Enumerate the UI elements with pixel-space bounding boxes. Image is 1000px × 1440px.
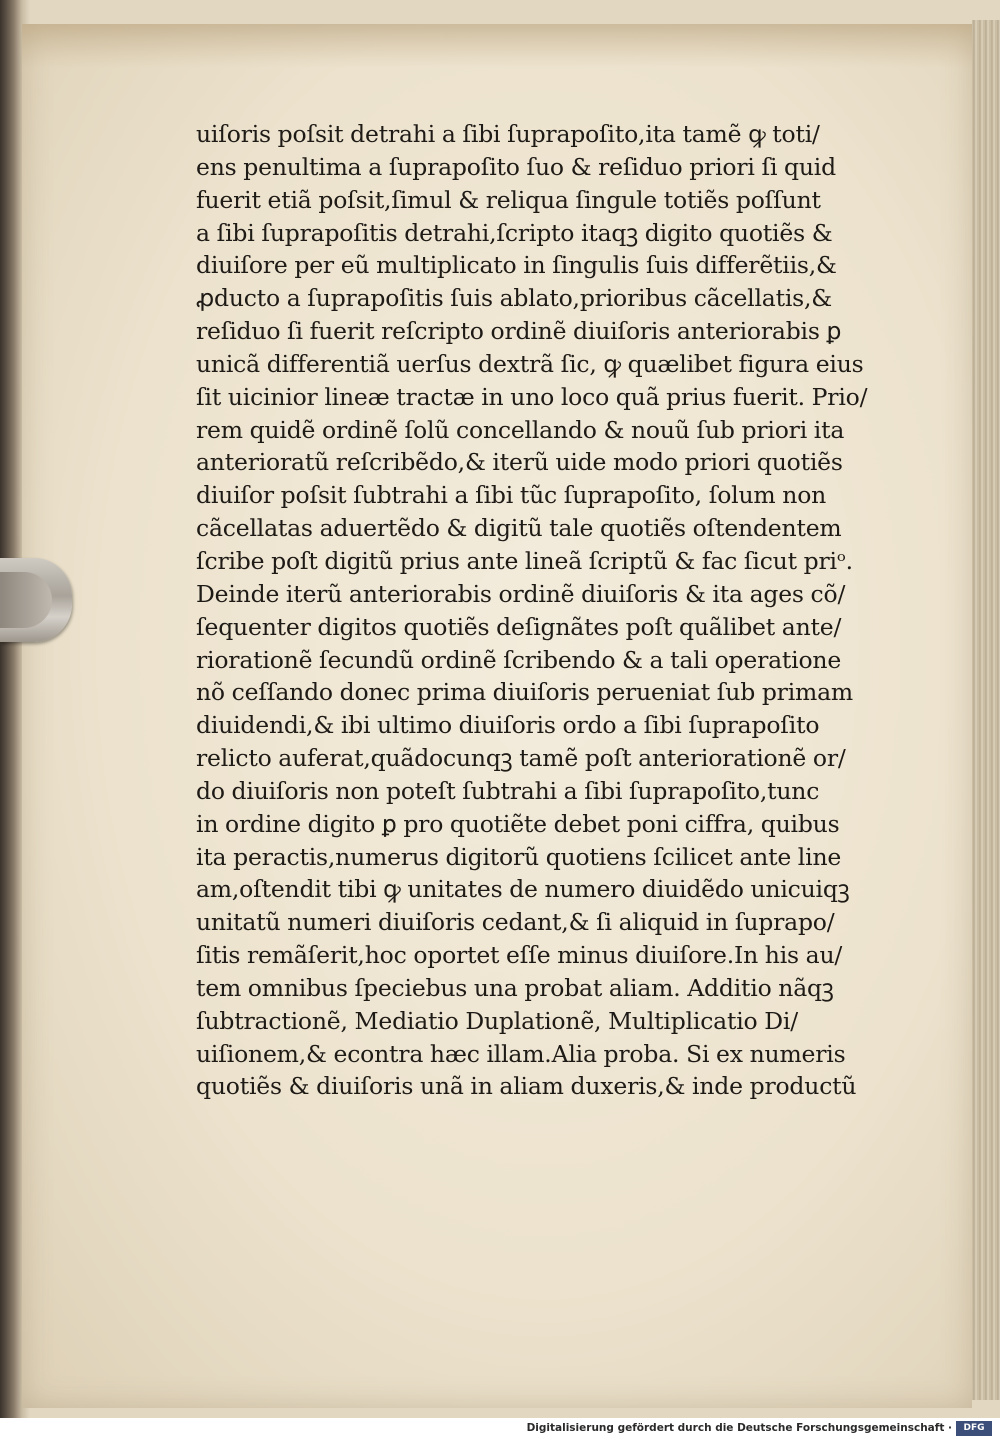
text-block	[196, 118, 916, 1103]
text-line: Deinde iterũ anteriorabis ordinẽ diuiſoris & ita ages cõ/	[196, 579, 846, 608]
text-line: ſitis remãſerit,hoc oportet eſſe minus diuiſore.In his au/	[196, 941, 843, 970]
text-line: unitatũ numeri diuiſoris cedant,& ſi aliquid in ſuprapo/	[196, 908, 835, 937]
text-line: do diuiſoris non poteſt ſubtrahi a ſibi ſuprapoſito,tunc	[196, 776, 820, 805]
text-line: ſcribe poſt digitũ prius ante lineã ſcriptũ & fac ſicut priᵒ.	[196, 546, 853, 575]
text-line: cãcellatas aduertẽdo & digitũ tale quotiẽs oſtendentem	[196, 514, 842, 543]
text-line: a ſibi ſuprapoſitis detrahi,ſcripto itaqꝫ digito quotiẽs &	[196, 218, 833, 247]
text-line: uiſionem,& econtra hæc illam.Alia proba. Si ex numeris	[196, 1039, 846, 1068]
text-line: ens penultima a ſuprapoſito ſuo & reſiduo priori ſi quid	[196, 152, 836, 181]
text-line: reſiduo ſi fuerit reſcripto ordinẽ diuiſoris anteriorabis ꝑ	[196, 317, 842, 346]
text-line: riorationẽ ſecundũ ordinẽ ſcribendo & a tali operatione	[196, 645, 842, 674]
text-line: diuiſore per eũ multiplicato in ſingulis ſuis differẽtiis,&	[196, 251, 837, 280]
text-line: anterioratũ reſcribẽdo,& iterũ uide modo priori quotiẽs	[196, 448, 843, 477]
text-line: ſit uicinior lineæ tractæ in uno loco quã prius fuerit. Prio/	[196, 382, 868, 411]
text-line: quotiẽs & diuiſoris unã in aliam duxeris,& inde productũ	[196, 1072, 857, 1101]
text-line: ſequenter digitos quotiẽs deſignãtes poſt quãlibet ante/	[196, 612, 842, 641]
digitization-footer	[0, 1418, 1000, 1440]
page-top-stain	[22, 24, 972, 68]
text-line: diuiſor poſsit ſubtrahi a ſibi tũc ſuprapoſito, ſolum non	[196, 481, 827, 510]
text-line: nõ ceſſando donec prima diuiſoris perueniat ſub primam	[196, 678, 853, 707]
text-line: rem quidẽ ordinẽ ſolũ concellando & nouũ ſub priori ita	[196, 415, 845, 444]
text-line: am,oſtendit tibi ꝙ unitates de numero diuidẽdo unicuiqꝫ	[196, 875, 850, 904]
text-line: unicã differentiã uerſus dextrã ſic, ꝙ quælibet figura eius	[196, 349, 864, 378]
text-line: in ordine digito ꝑ pro quotiẽte debet poni ciffra, quibus	[196, 809, 840, 838]
text-line: ita peractis,numerus digitorũ quotiens ſcilicet ante line	[196, 842, 842, 871]
text-line: ꝓducto a ſuprapoſitis ſuis ablato,prioribus cãcellatis,&	[196, 284, 833, 313]
funding-notice: Digitalisierung gefördert durch die Deutsche Forschungsgemeinschaft ·	[526, 1422, 952, 1434]
text-line: fuerit etiã poſsit,ſimul & reliqua ſingule totiẽs poſſunt	[196, 185, 821, 214]
text-line: relicto auferat,quãdocunqꝫ tamẽ poſt anteriorationẽ or/	[196, 744, 846, 773]
text-line: diuidendi,& ibi ultimo diuiſoris ordo a ſibi ſuprapoſito	[196, 711, 820, 740]
dfg-logo: DFG	[956, 1421, 992, 1436]
text-line: uiſoris poſsit detrahi a ſibi ſuprapoſito,ita tamẽ ꝙ toti/	[196, 120, 820, 148]
text-line: ſubtractionẽ, Mediatio Duplationẽ, Multiplicatio Di/	[196, 1006, 798, 1035]
text-line: tem omnibus ſpeciebus una probat aliam. Additio nãqꝫ	[196, 973, 834, 1002]
page-stack-edge	[972, 20, 1000, 1400]
